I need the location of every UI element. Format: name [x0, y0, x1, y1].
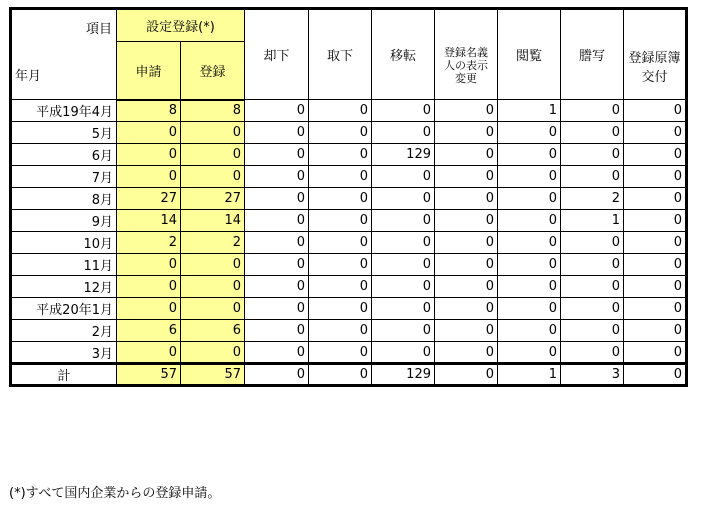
table-row [11, 122, 687, 144]
value-cell: 0 [624, 364, 687, 386]
value-cell: 129 [372, 364, 435, 386]
value-cell: 27 [181, 188, 245, 210]
value-cell: 0 [245, 188, 309, 210]
value-cell: 1 [561, 210, 624, 232]
value-cell: 0 [624, 188, 687, 210]
value-cell: 0 [435, 188, 498, 210]
total-row [11, 364, 687, 386]
value-cell: 2 [181, 232, 245, 254]
value-cell: 0 [372, 298, 435, 320]
value-cell: 0 [372, 232, 435, 254]
value-cell: 57 [117, 364, 181, 386]
value-cell: 0 [372, 188, 435, 210]
value-cell: 2 [561, 188, 624, 210]
value-cell: 0 [309, 342, 372, 364]
table-row [11, 342, 687, 364]
value-cell: 0 [181, 122, 245, 144]
value-cell: 0 [245, 342, 309, 364]
value-cell: 0 [435, 276, 498, 298]
table-row [11, 188, 687, 210]
header-col-touroku: 登録 [181, 42, 245, 100]
table-row [11, 100, 687, 122]
value-cell: 0 [498, 144, 561, 166]
value-cell: 0 [372, 210, 435, 232]
value-cell: 0 [435, 342, 498, 364]
value-cell: 8 [181, 100, 245, 122]
value-cell: 0 [624, 298, 687, 320]
month-cell: 3月 [11, 342, 117, 364]
value-cell: 0 [435, 232, 498, 254]
value-cell: 0 [561, 298, 624, 320]
value-cell: 0 [309, 100, 372, 122]
header-nengetsu: 年月 [15, 69, 42, 84]
table-row [11, 210, 687, 232]
value-cell: 0 [309, 276, 372, 298]
value-cell: 0 [624, 144, 687, 166]
value-cell: 14 [181, 210, 245, 232]
month-cell: 8月 [11, 188, 117, 210]
value-cell: 0 [309, 210, 372, 232]
value-cell: 0 [435, 298, 498, 320]
value-cell: 0 [435, 100, 498, 122]
value-cell: 57 [181, 364, 245, 386]
value-cell: 0 [245, 254, 309, 276]
value-cell: 0 [561, 166, 624, 188]
value-cell: 0 [309, 320, 372, 342]
value-cell: 0 [624, 210, 687, 232]
month-cell: 平成19年4月 [11, 100, 117, 122]
value-cell: 0 [245, 122, 309, 144]
value-cell: 0 [561, 100, 624, 122]
table-row [11, 276, 687, 298]
value-cell: 0 [245, 100, 309, 122]
header-corner-cell [11, 9, 117, 100]
value-cell: 14 [117, 210, 181, 232]
value-cell: 0 [181, 342, 245, 364]
header-koumoku: 項目 [85, 22, 112, 37]
table-row [11, 232, 687, 254]
value-cell: 0 [561, 232, 624, 254]
value-cell: 0 [624, 254, 687, 276]
header-col-etsuran: 閲覧 [498, 9, 561, 100]
value-cell: 0 [624, 166, 687, 188]
month-cell: 7月 [11, 166, 117, 188]
value-cell: 0 [309, 166, 372, 188]
header-col-genbo-koufu: 登録原簿 交付 [624, 9, 687, 100]
month-cell: 平成20年1月 [11, 298, 117, 320]
value-cell: 2 [117, 232, 181, 254]
value-cell: 0 [181, 276, 245, 298]
month-cell: 11月 [11, 254, 117, 276]
month-cell: 12月 [11, 276, 117, 298]
value-cell: 0 [435, 144, 498, 166]
value-cell: 0 [561, 254, 624, 276]
value-cell: 0 [372, 342, 435, 364]
value-cell: 0 [561, 276, 624, 298]
header-col-iten: 移転 [372, 9, 435, 100]
value-cell: 0 [372, 276, 435, 298]
value-cell: 0 [498, 188, 561, 210]
value-cell: 3 [561, 364, 624, 386]
value-cell: 0 [435, 254, 498, 276]
value-cell: 129 [372, 144, 435, 166]
value-cell: 0 [435, 364, 498, 386]
value-cell: 0 [624, 320, 687, 342]
value-cell: 0 [498, 166, 561, 188]
value-cell: 0 [435, 122, 498, 144]
value-cell: 0 [309, 254, 372, 276]
value-cell: 0 [245, 166, 309, 188]
value-cell: 0 [181, 166, 245, 188]
footnote: (*)すべて国内企業からの登録申請。 [9, 486, 221, 501]
table-row [11, 320, 687, 342]
value-cell: 0 [498, 122, 561, 144]
value-cell: 0 [245, 232, 309, 254]
value-cell: 0 [561, 144, 624, 166]
value-cell: 0 [624, 276, 687, 298]
value-cell: 1 [498, 364, 561, 386]
value-cell: 0 [181, 254, 245, 276]
value-cell: 0 [245, 210, 309, 232]
value-cell: 0 [117, 254, 181, 276]
value-cell: 0 [561, 122, 624, 144]
value-cell: 0 [245, 320, 309, 342]
value-cell: 0 [309, 364, 372, 386]
header-col-kyakka: 却下 [245, 9, 309, 100]
value-cell: 0 [435, 210, 498, 232]
month-cell: 9月 [11, 210, 117, 232]
value-cell: 27 [117, 188, 181, 210]
value-cell: 0 [245, 298, 309, 320]
value-cell: 0 [309, 122, 372, 144]
header-col-torisage: 取下 [309, 9, 372, 100]
table-row [11, 144, 687, 166]
value-cell: 0 [372, 100, 435, 122]
value-cell: 0 [245, 276, 309, 298]
value-cell: 0 [117, 342, 181, 364]
value-cell: 0 [117, 298, 181, 320]
value-cell: 0 [498, 210, 561, 232]
month-cell: 6月 [11, 144, 117, 166]
header-col-shinsei: 申請 [117, 42, 181, 100]
registration-table [9, 7, 688, 387]
value-cell: 0 [181, 144, 245, 166]
value-cell: 0 [435, 166, 498, 188]
value-cell: 0 [624, 122, 687, 144]
month-cell: 5月 [11, 122, 117, 144]
value-cell: 0 [117, 276, 181, 298]
value-cell: 0 [181, 298, 245, 320]
value-cell: 0 [309, 188, 372, 210]
value-cell: 0 [498, 320, 561, 342]
value-cell: 0 [561, 342, 624, 364]
value-cell: 0 [498, 342, 561, 364]
table-row [11, 254, 687, 276]
value-cell: 0 [309, 144, 372, 166]
value-cell: 0 [372, 122, 435, 144]
total-label: 計 [11, 364, 117, 386]
value-cell: 1 [498, 100, 561, 122]
header-col-tousha: 謄写 [561, 9, 624, 100]
value-cell: 0 [498, 232, 561, 254]
value-cell: 0 [372, 320, 435, 342]
value-cell: 0 [624, 100, 687, 122]
value-cell: 8 [117, 100, 181, 122]
value-cell: 0 [372, 254, 435, 276]
value-cell: 0 [245, 144, 309, 166]
value-cell: 0 [117, 144, 181, 166]
value-cell: 0 [117, 166, 181, 188]
month-cell: 2月 [11, 320, 117, 342]
header-settei-touroku: 設定登録(*) [117, 9, 245, 42]
table-row [11, 298, 687, 320]
value-cell: 0 [498, 254, 561, 276]
value-cell: 0 [624, 232, 687, 254]
value-cell: 6 [117, 320, 181, 342]
value-cell: 0 [435, 320, 498, 342]
value-cell: 0 [561, 320, 624, 342]
table-row [11, 166, 687, 188]
header-col-meigi-henkou: 登録名義 人の表示 変更 [435, 9, 498, 100]
value-cell: 6 [181, 320, 245, 342]
value-cell: 0 [117, 122, 181, 144]
value-cell: 0 [245, 364, 309, 386]
value-cell: 0 [498, 276, 561, 298]
value-cell: 0 [624, 342, 687, 364]
value-cell: 0 [309, 232, 372, 254]
month-cell: 10月 [11, 232, 117, 254]
value-cell: 0 [309, 298, 372, 320]
value-cell: 0 [372, 166, 435, 188]
value-cell: 0 [498, 298, 561, 320]
